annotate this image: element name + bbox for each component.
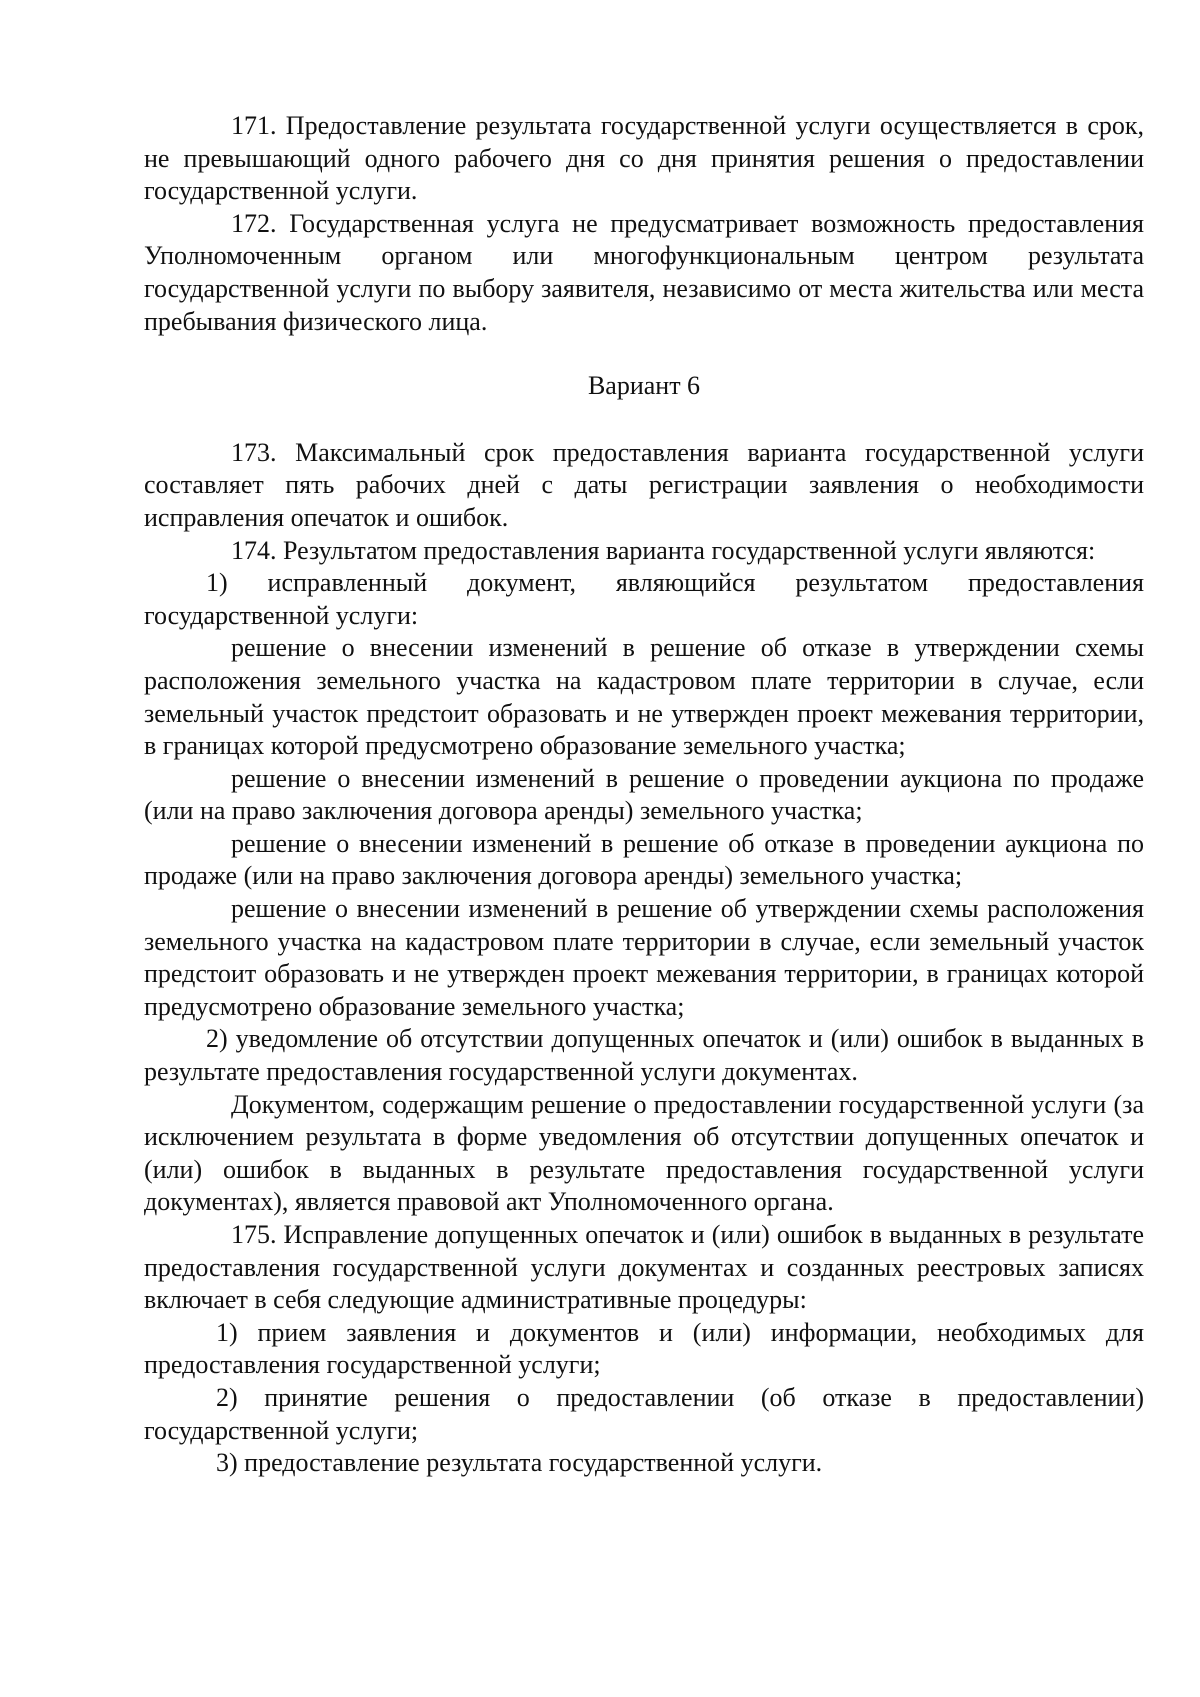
paragraph-172: 172. Государственная услуга не предусматривает возможность предоставления Уполномоченным органом или многофункциональным центром результата государственной услуги по выбору заявителя, независимо от места жительства или места пребывания физического лица. — [144, 208, 1144, 336]
paragraph-173: 173. Максимальный срок предоставления варианта государственной услуги составляет пять рабочих дней с даты регистрации заявления о необходимости исправления опечаток и ошибок. — [144, 437, 1144, 532]
paragraph-174-item-1b: решение о внесении изменений в решение о проведении аукциона по продаже (или на право заключения договора аренды) земельного участка; — [144, 763, 1144, 826]
paragraph-174-item-1d: решение о внесении изменений в решение об утверждении схемы расположения земельного участка на кадастровом плате территории в случае, если земельный участок предстоит образовать и не утвержден проект межевания территории, в границах которой предусмотрено образование земельного участка; — [144, 894, 1144, 1021]
paragraph-174-item-1: 1) исправленный документ, являющийся результатом предоставления государственной услуги: — [144, 568, 1144, 630]
paragraph-175-item-2: 2) принятие решения о предоставлении (об отказе в предоставлении) государственной услуги; — [144, 1382, 1144, 1445]
paragraph-175-item-3: 3) предоставление результата государственной услуги. — [216, 1448, 823, 1478]
paragraph-174-item-2: 2) уведомление об отсутствии допущенных опечаток и (или) ошибок в выданных в результате предоставления государственной услуги документах. — [144, 1024, 1144, 1087]
paragraph-171: 171. Предоставление результата государственной услуги осуществляется в срок, не превышающий одного рабочего дня со дня принятия решения о предоставлении государственной услуги. — [144, 111, 1144, 206]
paragraph-174-item-1c: решение о внесении изменений в решение об отказе в проведении аукциона по продаже (или на право заключения договора аренды) земельного участка; — [144, 828, 1144, 891]
paragraph-174-item-1a: решение о внесении изменений в решение об отказе в утверждении схемы расположения земельного участка на кадастровом плате территории в случае, если земельный участок предстоит образовать и не утвержден проект межевания территории, в границах которой предусмотрено образование земельного участка; — [144, 633, 1144, 761]
document-body — [144, 110, 1144, 1480]
paragraph-175: 175. Исправление допущенных опечаток и (или) ошибок в выданных в результате предоставления государственной услуги документах и созданных реестровых записях включает в себя следующие административные процедуры: — [144, 1220, 1144, 1315]
paragraph-174-document: Документом, содержащим решение о предоставлении государственной услуги (за исключением результата в форме уведомления об отсутствии допущенных опечаток и (или) ошибок в выданных в результате предоставления государственной услуги документах), является правовой акт Уполномоченного органа. — [144, 1089, 1144, 1217]
paragraph-175-item-1: 1) прием заявления и документов и (или) информации, необходимых для предоставления государственной услуги; — [144, 1317, 1144, 1380]
paragraph-174: 174. Результатом предоставления варианта государственной услуги являются: — [231, 535, 1096, 565]
section-heading: Вариант 6 — [587, 371, 701, 401]
